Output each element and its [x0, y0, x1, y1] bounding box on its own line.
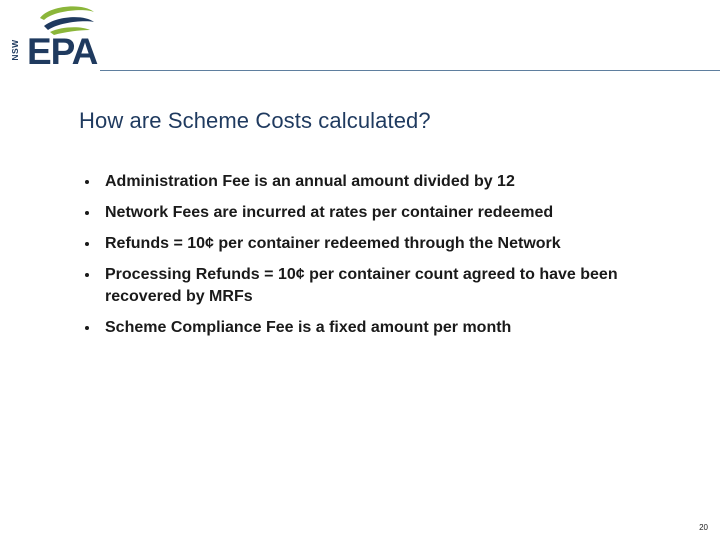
- bullet-list: [78, 171, 698, 348]
- bullet-text: Refunds = 10¢ per container redeemed through the Network: [105, 235, 561, 252]
- list-item: [78, 202, 698, 224]
- bullet-text: Processing Refunds = 10¢ per container count agreed to have been recovered by MRFs: [105, 266, 618, 305]
- bullet-text: Administration Fee is an annual amount divided by 12: [105, 173, 515, 190]
- bullet-icon: [85, 326, 89, 330]
- list-item: [78, 233, 698, 255]
- page-number: 20: [699, 523, 708, 532]
- bullet-icon: [85, 242, 89, 246]
- list-item: [78, 264, 698, 308]
- slide-title: How are Scheme Costs calculated?: [79, 108, 431, 133]
- logo-epa-text: EPA: [27, 31, 98, 72]
- logo-nsw-text: NSW: [10, 39, 20, 61]
- bullet-icon: [85, 211, 89, 215]
- list-item: [78, 171, 698, 193]
- bullet-text: Network Fees are incurred at rates per container redeemed: [105, 204, 554, 221]
- list-item: [78, 317, 698, 339]
- bullet-icon: [85, 180, 89, 184]
- nsw-epa-logo: [10, 4, 110, 72]
- header-divider: [100, 70, 720, 71]
- bullet-text: Scheme Compliance Fee is a fixed amount per month: [105, 319, 512, 336]
- bullet-icon: [85, 273, 89, 277]
